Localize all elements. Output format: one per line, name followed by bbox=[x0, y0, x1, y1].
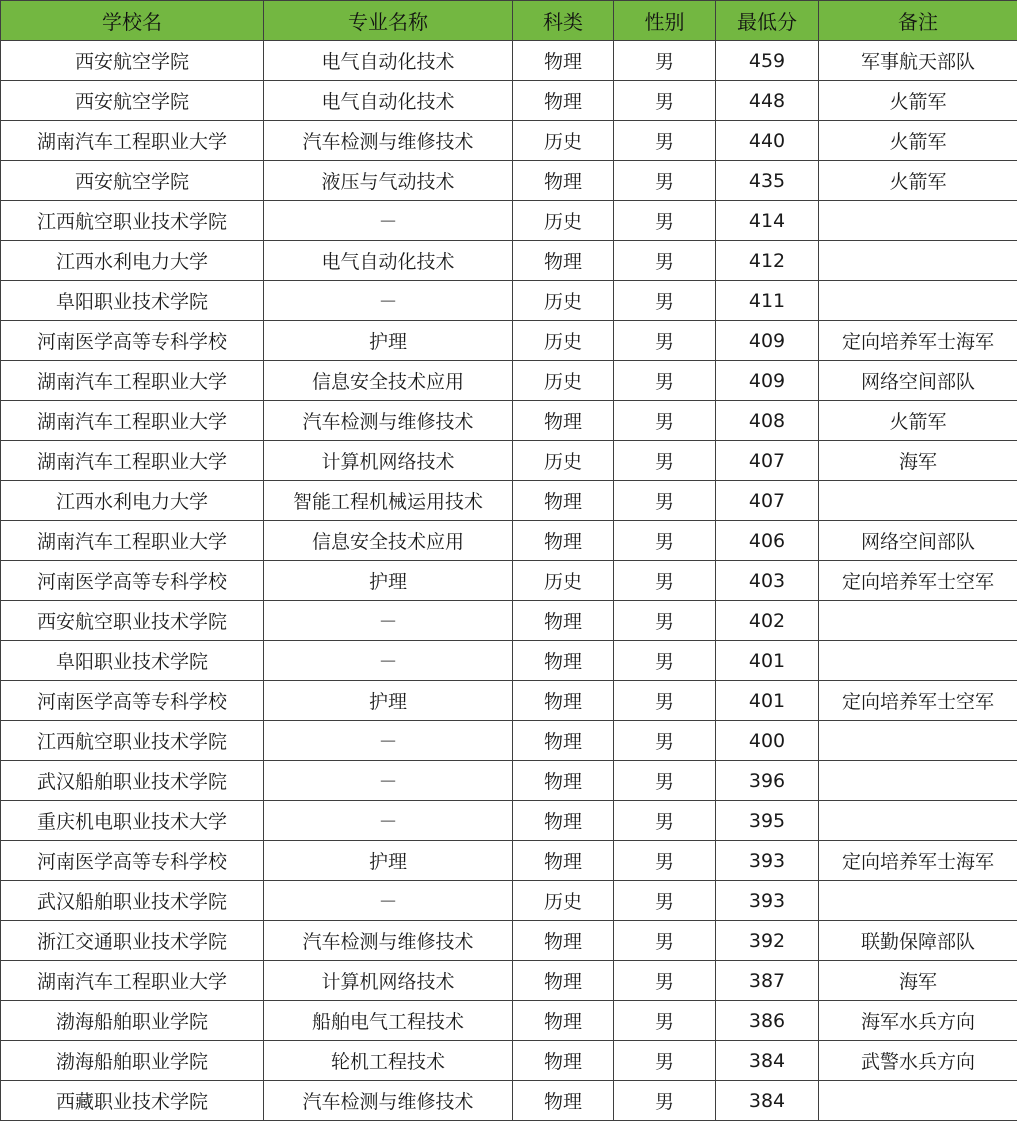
cell-major: 智能工程机械运用技术 bbox=[264, 481, 513, 521]
table-row bbox=[1, 281, 1017, 321]
cell-subject: 物理 bbox=[513, 1001, 614, 1041]
cell-gender: 男 bbox=[614, 721, 716, 761]
cell-min-score: 392 bbox=[716, 921, 819, 961]
cell-min-score: 386 bbox=[716, 1001, 819, 1041]
cell-school: 西安航空学院 bbox=[1, 81, 264, 121]
cell-subject: 历史 bbox=[513, 361, 614, 401]
cell-gender: 男 bbox=[614, 201, 716, 241]
table-row bbox=[1, 1041, 1017, 1081]
cell-note: 海军 bbox=[819, 441, 1017, 481]
cell-min-score: 407 bbox=[716, 481, 819, 521]
cell-major: 电气自动化技术 bbox=[264, 241, 513, 281]
cell-school: 江西水利电力大学 bbox=[1, 241, 264, 281]
table-row bbox=[1, 641, 1017, 681]
cell-min-score: 409 bbox=[716, 321, 819, 361]
table-row bbox=[1, 321, 1017, 361]
cell-gender: 男 bbox=[614, 641, 716, 681]
table-row bbox=[1, 841, 1017, 881]
table-row bbox=[1, 921, 1017, 961]
cell-min-score: 401 bbox=[716, 641, 819, 681]
cell-min-score: 384 bbox=[716, 1081, 819, 1121]
cell-subject: 物理 bbox=[513, 641, 614, 681]
cell-school: 渤海船舶职业学院 bbox=[1, 1001, 264, 1041]
cell-note: 联勤保障部队 bbox=[819, 921, 1017, 961]
column-header-note: 备注 bbox=[819, 1, 1017, 41]
cell-major: 信息安全技术应用 bbox=[264, 361, 513, 401]
cell-gender: 男 bbox=[614, 561, 716, 601]
cell-school: 江西航空职业技术学院 bbox=[1, 201, 264, 241]
cell-major: 电气自动化技术 bbox=[264, 41, 513, 81]
table-row bbox=[1, 481, 1017, 521]
cell-note bbox=[819, 881, 1017, 921]
cell-note: 火箭军 bbox=[819, 401, 1017, 441]
cell-school: 湖南汽车工程职业大学 bbox=[1, 521, 264, 561]
cell-gender: 男 bbox=[614, 81, 716, 121]
cell-min-score: 403 bbox=[716, 561, 819, 601]
cell-note: 网络空间部队 bbox=[819, 521, 1017, 561]
cell-school: 江西水利电力大学 bbox=[1, 481, 264, 521]
cell-school: 阜阳职业技术学院 bbox=[1, 281, 264, 321]
table-row bbox=[1, 721, 1017, 761]
table-row bbox=[1, 881, 1017, 921]
cell-major: － bbox=[264, 721, 513, 761]
cell-note bbox=[819, 481, 1017, 521]
cell-school: 湖南汽车工程职业大学 bbox=[1, 401, 264, 441]
cell-subject: 物理 bbox=[513, 81, 614, 121]
cell-gender: 男 bbox=[614, 1001, 716, 1041]
cell-subject: 物理 bbox=[513, 921, 614, 961]
cell-subject: 物理 bbox=[513, 721, 614, 761]
cell-subject: 历史 bbox=[513, 321, 614, 361]
cell-min-score: 387 bbox=[716, 961, 819, 1001]
cell-gender: 男 bbox=[614, 441, 716, 481]
cell-subject: 历史 bbox=[513, 881, 614, 921]
table-row bbox=[1, 241, 1017, 281]
cell-min-score: 393 bbox=[716, 841, 819, 881]
cell-major: 船舶电气工程技术 bbox=[264, 1001, 513, 1041]
table-row bbox=[1, 521, 1017, 561]
cell-gender: 男 bbox=[614, 41, 716, 81]
table-row bbox=[1, 681, 1017, 721]
cell-school: 湖南汽车工程职业大学 bbox=[1, 961, 264, 1001]
cell-subject: 物理 bbox=[513, 841, 614, 881]
cell-school: 西安航空学院 bbox=[1, 41, 264, 81]
cell-subject: 物理 bbox=[513, 1041, 614, 1081]
table-row bbox=[1, 401, 1017, 441]
cell-min-score: 435 bbox=[716, 161, 819, 201]
cell-major: 汽车检测与维修技术 bbox=[264, 121, 513, 161]
cell-min-score: 459 bbox=[716, 41, 819, 81]
table-header bbox=[1, 1, 1017, 41]
cell-gender: 男 bbox=[614, 521, 716, 561]
cell-major: 护理 bbox=[264, 841, 513, 881]
cell-gender: 男 bbox=[614, 761, 716, 801]
cell-subject: 历史 bbox=[513, 201, 614, 241]
cell-major: 护理 bbox=[264, 321, 513, 361]
cell-min-score: 400 bbox=[716, 721, 819, 761]
cell-major: － bbox=[264, 761, 513, 801]
cell-note bbox=[819, 601, 1017, 641]
cell-note: 火箭军 bbox=[819, 81, 1017, 121]
cell-note bbox=[819, 241, 1017, 281]
cell-subject: 历史 bbox=[513, 281, 614, 321]
cell-subject: 历史 bbox=[513, 561, 614, 601]
cell-min-score: 408 bbox=[716, 401, 819, 441]
cell-school: 西安航空学院 bbox=[1, 161, 264, 201]
cell-note bbox=[819, 201, 1017, 241]
cell-gender: 男 bbox=[614, 841, 716, 881]
cell-min-score: 448 bbox=[716, 81, 819, 121]
column-header-major: 专业名称 bbox=[264, 1, 513, 41]
cell-major: － bbox=[264, 601, 513, 641]
cell-major: － bbox=[264, 801, 513, 841]
cell-subject: 历史 bbox=[513, 121, 614, 161]
cell-subject: 物理 bbox=[513, 241, 614, 281]
table-row bbox=[1, 1001, 1017, 1041]
cell-subject: 物理 bbox=[513, 41, 614, 81]
cell-gender: 男 bbox=[614, 401, 716, 441]
cell-min-score: 401 bbox=[716, 681, 819, 721]
cell-school: 河南医学高等专科学校 bbox=[1, 561, 264, 601]
cell-major: 信息安全技术应用 bbox=[264, 521, 513, 561]
cell-gender: 男 bbox=[614, 241, 716, 281]
cell-subject: 物理 bbox=[513, 401, 614, 441]
table-row bbox=[1, 761, 1017, 801]
cell-school: 阜阳职业技术学院 bbox=[1, 641, 264, 681]
cell-gender: 男 bbox=[614, 1081, 716, 1121]
table-row bbox=[1, 161, 1017, 201]
cell-major: 轮机工程技术 bbox=[264, 1041, 513, 1081]
cell-major: 汽车检测与维修技术 bbox=[264, 401, 513, 441]
cell-min-score: 402 bbox=[716, 601, 819, 641]
column-header-school: 学校名 bbox=[1, 1, 264, 41]
cell-note: 定向培养军士空军 bbox=[819, 681, 1017, 721]
cell-subject: 物理 bbox=[513, 801, 614, 841]
cell-min-score: 414 bbox=[716, 201, 819, 241]
column-header-gender: 性别 bbox=[614, 1, 716, 41]
table-row bbox=[1, 601, 1017, 641]
cell-gender: 男 bbox=[614, 281, 716, 321]
cell-school: 江西航空职业技术学院 bbox=[1, 721, 264, 761]
cell-gender: 男 bbox=[614, 881, 716, 921]
cell-major: 液压与气动技术 bbox=[264, 161, 513, 201]
cell-school: 湖南汽车工程职业大学 bbox=[1, 121, 264, 161]
cell-major: 计算机网络技术 bbox=[264, 961, 513, 1001]
cell-min-score: 412 bbox=[716, 241, 819, 281]
cell-min-score: 411 bbox=[716, 281, 819, 321]
cell-major: 护理 bbox=[264, 561, 513, 601]
cell-subject: 物理 bbox=[513, 601, 614, 641]
cell-gender: 男 bbox=[614, 121, 716, 161]
cell-gender: 男 bbox=[614, 361, 716, 401]
cell-subject: 历史 bbox=[513, 441, 614, 481]
cell-gender: 男 bbox=[614, 481, 716, 521]
cell-major: － bbox=[264, 281, 513, 321]
cell-note bbox=[819, 281, 1017, 321]
cell-school: 湖南汽车工程职业大学 bbox=[1, 361, 264, 401]
cell-subject: 物理 bbox=[513, 1081, 614, 1121]
cell-major: － bbox=[264, 881, 513, 921]
cell-major: 汽车检测与维修技术 bbox=[264, 921, 513, 961]
table-row bbox=[1, 1081, 1017, 1121]
cell-school: 河南医学高等专科学校 bbox=[1, 321, 264, 361]
cell-school: 西安航空职业技术学院 bbox=[1, 601, 264, 641]
column-header-min-score: 最低分 bbox=[716, 1, 819, 41]
cell-min-score: 384 bbox=[716, 1041, 819, 1081]
cell-gender: 男 bbox=[614, 1041, 716, 1081]
cell-note bbox=[819, 641, 1017, 681]
cell-min-score: 409 bbox=[716, 361, 819, 401]
cell-major: 汽车检测与维修技术 bbox=[264, 1081, 513, 1121]
header-row bbox=[1, 1, 1017, 41]
cell-min-score: 395 bbox=[716, 801, 819, 841]
cell-school: 渤海船舶职业学院 bbox=[1, 1041, 264, 1081]
cell-note: 定向培养军士海军 bbox=[819, 841, 1017, 881]
cell-subject: 物理 bbox=[513, 681, 614, 721]
table-row bbox=[1, 361, 1017, 401]
cell-note: 军事航天部队 bbox=[819, 41, 1017, 81]
cell-gender: 男 bbox=[614, 161, 716, 201]
cell-subject: 物理 bbox=[513, 961, 614, 1001]
table-row bbox=[1, 201, 1017, 241]
cell-school: 武汉船舶职业技术学院 bbox=[1, 761, 264, 801]
cell-subject: 物理 bbox=[513, 161, 614, 201]
table-row bbox=[1, 441, 1017, 481]
table-row bbox=[1, 961, 1017, 1001]
cell-school: 河南医学高等专科学校 bbox=[1, 681, 264, 721]
cell-note: 定向培养军士海军 bbox=[819, 321, 1017, 361]
cell-subject: 物理 bbox=[513, 481, 614, 521]
cell-school: 西藏职业技术学院 bbox=[1, 1081, 264, 1121]
cell-gender: 男 bbox=[614, 321, 716, 361]
cell-school: 武汉船舶职业技术学院 bbox=[1, 881, 264, 921]
cell-school: 重庆机电职业技术大学 bbox=[1, 801, 264, 841]
cell-major: 护理 bbox=[264, 681, 513, 721]
cell-note bbox=[819, 721, 1017, 761]
cell-note: 定向培养军士空军 bbox=[819, 561, 1017, 601]
table-row bbox=[1, 801, 1017, 841]
cell-note: 火箭军 bbox=[819, 121, 1017, 161]
table-row bbox=[1, 121, 1017, 161]
table-row bbox=[1, 81, 1017, 121]
cell-note bbox=[819, 801, 1017, 841]
cell-note: 火箭军 bbox=[819, 161, 1017, 201]
table-row bbox=[1, 41, 1017, 81]
cell-min-score: 393 bbox=[716, 881, 819, 921]
cell-major: 电气自动化技术 bbox=[264, 81, 513, 121]
cell-min-score: 396 bbox=[716, 761, 819, 801]
cell-gender: 男 bbox=[614, 801, 716, 841]
cell-min-score: 406 bbox=[716, 521, 819, 561]
cell-major: － bbox=[264, 201, 513, 241]
cell-major: 计算机网络技术 bbox=[264, 441, 513, 481]
cell-gender: 男 bbox=[614, 681, 716, 721]
cell-note bbox=[819, 761, 1017, 801]
cell-gender: 男 bbox=[614, 961, 716, 1001]
cell-school: 浙江交通职业技术学院 bbox=[1, 921, 264, 961]
cell-subject: 物理 bbox=[513, 521, 614, 561]
cell-school: 湖南汽车工程职业大学 bbox=[1, 441, 264, 481]
cell-note: 海军 bbox=[819, 961, 1017, 1001]
cell-min-score: 440 bbox=[716, 121, 819, 161]
cell-note bbox=[819, 1081, 1017, 1121]
column-header-subject: 科类 bbox=[513, 1, 614, 41]
cell-school: 河南医学高等专科学校 bbox=[1, 841, 264, 881]
cell-note: 武警水兵方向 bbox=[819, 1041, 1017, 1081]
cell-gender: 男 bbox=[614, 601, 716, 641]
cell-min-score: 407 bbox=[716, 441, 819, 481]
table-row bbox=[1, 561, 1017, 601]
cell-subject: 物理 bbox=[513, 761, 614, 801]
cell-gender: 男 bbox=[614, 921, 716, 961]
cell-note: 海军水兵方向 bbox=[819, 1001, 1017, 1041]
table-body bbox=[1, 41, 1017, 1121]
cell-note: 网络空间部队 bbox=[819, 361, 1017, 401]
cell-major: － bbox=[264, 641, 513, 681]
